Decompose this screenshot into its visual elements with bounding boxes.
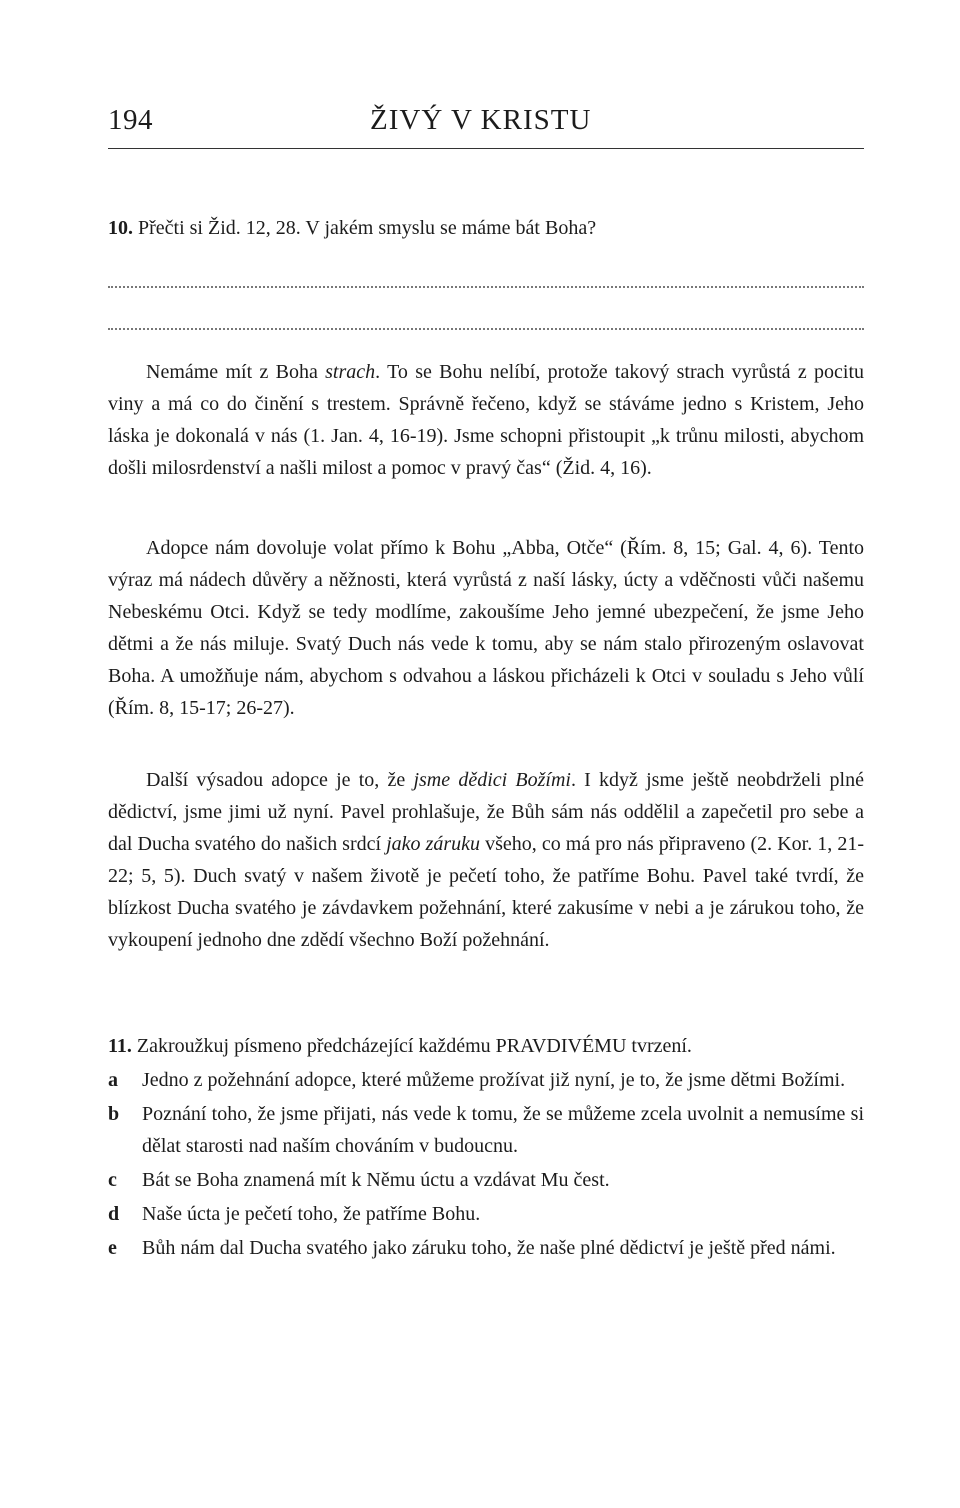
para1-emphasis: strach (325, 361, 376, 383)
question-11-number: 11. (108, 1035, 132, 1057)
statement-a[interactable] (108, 1064, 864, 1096)
statement-d[interactable] (108, 1198, 864, 1230)
para3-text-c: všeho, co má pro nás připraveno (2. Kor. 1, 21-22; 5, 5). Duch svatý v našem životě je pečetí toho, že patříme Bohu. Pavel také tvrdí, že blízkost Ducha svatého je závdavkem požehnání, které zakusíme v nebi a je zárukou toho, že vykoupení jednoho dne zdědí všechno Boží požehnání. (108, 833, 864, 951)
para2-text: Adopce nám dovoluje volat přímo k Bohu „Abba, Otče“ (Řím. 8, 15; Gal. 4, 6). Tento výraz má nádech důvěry a něžnosti, která vyrůstá z naší lásky, úcty a vděčnosti vůči našemu Nebeskému Otci. Když se tedy modlíme, zakoušíme Jeho jemné ubezpečení, že jsme Jeho dětmi a že nás miluje. Svatý Duch nás vede k tomu, aby se nám stalo přirozeným oslavovat Boha. A umožňuje nám, abychom s odvahou a láskou přicházeli k Otci v souladu s Jeho vůlí (Řím. 8, 15-17; 26-27). (108, 537, 864, 719)
question-10 (108, 212, 864, 244)
statement-text: Naše úcta je pečetí toho, že patříme Bohu. (142, 1203, 481, 1225)
statement-letter: a (108, 1069, 118, 1091)
statement-letter: e (108, 1237, 117, 1259)
question-10-text: Přečti si Žid. 12, 28. V jakém smyslu se máme bát Boha? (133, 217, 597, 239)
paragraph-adoption (108, 532, 864, 724)
statement-text: Poznání toho, že jsme přijati, nás vede k tomu, že se můžeme zcela uvolnit a nemusíme si dělat starosti nad naším chováním v budoucnu. (142, 1103, 864, 1157)
page-header (108, 100, 864, 149)
statement-list (108, 1064, 864, 1266)
para3-emphasis-2: jako záruku (386, 833, 481, 855)
para3-text-a: Další výsadou adopce je to, že (146, 769, 414, 791)
statement-c[interactable] (108, 1164, 864, 1196)
statement-letter: b (108, 1103, 120, 1125)
paragraph-heirs (108, 764, 864, 956)
statement-letter: c (108, 1169, 117, 1191)
question-10-number: 10. (108, 217, 133, 239)
statement-b[interactable] (108, 1098, 864, 1162)
para3-emphasis-1: jsme dědici Božími (413, 769, 571, 791)
para3-text-b: . I když jsme ještě neobdrželi plné dědictví, jsme jimi už nyní. Pavel prohlašuje, že Bůh sám nás oddělil a zapečetil pro sebe a dal Ducha svatého do našich srdcí (108, 769, 864, 855)
page-number: 194 (108, 104, 153, 136)
statement-e[interactable] (108, 1232, 864, 1264)
para1-text-b: . To se Bohu nelíbí, protože takový strach vyrůstá z pocitu viny a má co do činění s trestem. Správně řečeno, když se stáváme jedno s Kristem, Jeho láska je dokonalá v nás (1. Jan. 4, 16-19). Jsme schopni přistoupit „k trůnu milosti, abychom došli milosrdenství a našli milost a pomoc v pravý čas“ (Žid. 4, 16). (108, 361, 864, 479)
statement-text: Jedno z požehnání adopce, které můžeme prožívat již nyní, je to, že jsme dětmi Božími. (142, 1069, 846, 1091)
answer-line-2[interactable] (108, 328, 864, 330)
paragraph-fear (108, 356, 864, 484)
question-11-text: Zakroužkuj písmeno předcházející každému PRAVDIVÉMU tvrzení. (131, 1035, 692, 1057)
para1-text-a: Nemáme mít z Boha (146, 361, 326, 383)
statement-text: Bůh nám dal Ducha svatého jako záruku toho, že naše plné dědictví je ještě před námi. (142, 1237, 836, 1259)
answer-line-1[interactable] (108, 286, 864, 288)
statement-text: Bát se Boha znamená mít k Němu úctu a vzdávat Mu čest. (142, 1169, 610, 1191)
statement-letter: d (108, 1203, 120, 1225)
question-11 (108, 1030, 864, 1062)
running-title: ŽIVÝ V KRISTU (370, 104, 592, 136)
